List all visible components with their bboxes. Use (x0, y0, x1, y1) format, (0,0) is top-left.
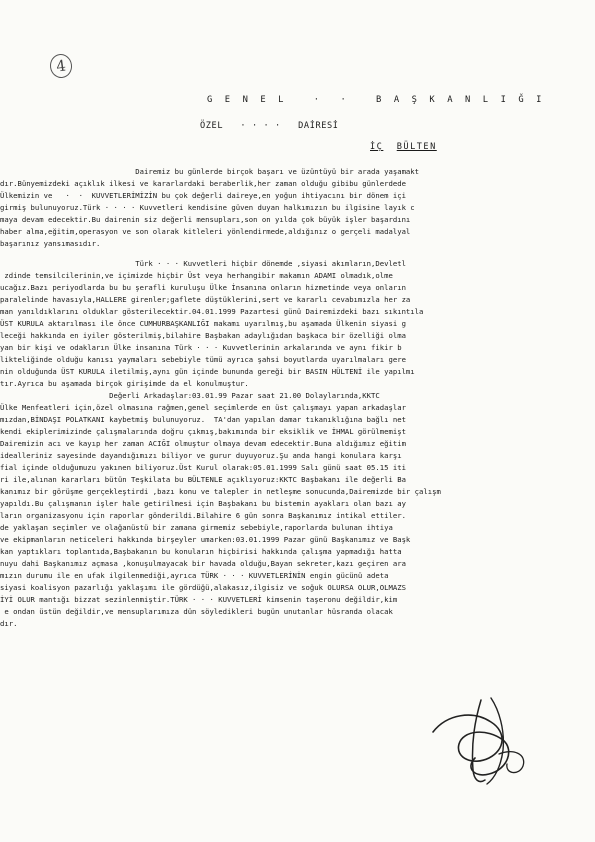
bulletin-line: leceği hakkında en iyiler gösterilmiş,bilahire Başbakan adaylığıdan başkaca bir özelliği olma (0, 331, 406, 340)
bulletin-line: paralelinde havasıyla,HALLERE girenler;gaflete düştüklerini,sert ve kararlı cevabımızla her za (0, 295, 411, 304)
bulletin-line: man yanıldıklarını olduklar gösterilecektir.04.01.1999 Pazartesi günü Dairemizdeki bazı sıkıntıla (0, 307, 424, 316)
header-bulletin-prefix: İÇ (370, 142, 384, 152)
bulletin-line (0, 250, 595, 258)
bulletin-line: zdinde temsilcilerinin,ve içimizde hiçbir Üst veya herhangibir makamın ADAMI olmadık,olme (0, 271, 393, 280)
bulletin-line: Ülkemizin ve · · KUVVETLERİMİZİN bu çok değerli daireye,en yoğun ihtiyacını bir dönem içi (0, 191, 406, 200)
bulletin-line: yan bir kişi ve odakların Ülke insanına Türk · · · Kuvvetlerinin arkalarında ve aynı fikir b (0, 343, 402, 352)
bulletin-line: fial içinde olduğumuzu yakınen biliyoruz.Üst Kurul olarak:05.01.1999 Salı günü saat 05.15 iti (0, 463, 406, 472)
header-directorate: G E N E L · · B A Ş K A N L I Ğ I (207, 95, 546, 105)
bulletin-line: likteliğinde olduğu kanısı yaymaları sebebiyle tümü ayrıca şahsi boyutlarda uyarılmaları gere (0, 355, 406, 364)
bulletin-line: ri ile,alınan kararları bütün Teşkilata bu BÜLTENLE açıklıyoruz:KKTC Başbakanı ile değerli Ba (0, 475, 406, 484)
bulletin-line: ların organizasyonu için raporlar gönderildi.Bilahire 6 gün sonra Başkanımız intikal ettiler. (0, 511, 406, 520)
bulletin-line: idealleriniz sayesinde dayandığımızı biliyor ve gurur duyuyoruz.Şu anda hangi konulara karşı (0, 451, 402, 460)
bulletin-line: nuyu dahi Başkanımız açmasa ,konuşulmayacak bir havada olduğu,Bayan sekreter,kazı geçiren ara (0, 559, 406, 568)
header-department: ÖZEL · · · · DAİRESİ (200, 121, 339, 131)
handwritten-signature (395, 670, 565, 790)
bulletin-line: İYİ OLUR mantığı bizzat sezinlenmiştir.TÜRK · · · KUVVETLERİ kimsenin taşeronu değildir,kim (0, 595, 398, 604)
bulletin-line: Türk · · · Kuvvetleri hiçbir dönemde ,siyasi akımların,Devletl (0, 259, 406, 268)
bulletin-line: Dairemizin acı ve kayıp her zaman ACIĞI olmuştur olmaya devam edecektir.Buna aldığımız eğitim (0, 439, 406, 448)
bulletin-line: tır.Ayrıca bu aşamada birçok girişimde da el konulmuştur. (0, 379, 249, 388)
bulletin-line: Ülke Menfeatleri için,özel olmasına rağmen,genel seçimlerde en üst çalışmayı yapan arkadaşlar (0, 403, 406, 412)
bulletin-line: dır. (0, 619, 18, 628)
bulletin-line: ucağız.Bazı periyodlarda bu bu şerafli kuruluşu Ülke İnsanına onların hizmetinde veya onların (0, 283, 406, 292)
bulletin-line: siyasi koalisyon pazarlığı yaklaşımı ile gördüğü,alakasız,ilgisiz ve soğuk OLURSA OLUR,OLMAZS (0, 583, 406, 592)
header-bulletin (370, 142, 437, 152)
bulletin-line: e ondan üstün değildir,ve mensuplarımıza dün söyledikleri bugün unutanlar hüsranda olacak (0, 607, 393, 616)
page-number: 4 (48, 53, 73, 80)
bulletin-line: yapıldı.Bu çalışmanın işler hale getirilmesi için Başbakanı bu bistemin ayakları olan bazı ay (0, 499, 406, 508)
bulletin-line: mızdan,BİNDAŞI POLATKANI kaybetmiş bulunuyoruz. TA'dan yapılan damar tıkanıklığına bağlı net (0, 415, 406, 424)
bulletin-line: maya devam edecektir.Bu dairenin siz değerli mensupları,son on yılda çok büyük işler başardını (0, 215, 411, 224)
bulletin-body (0, 166, 595, 630)
bulletin-line: başarınız yansımasıdır. (0, 239, 101, 248)
bulletin-line: de yaklaşan seçimler ve olağanüstü bir zamana girmemiz sebebiyle,raporlarda bulunan ihtiya (0, 523, 393, 532)
bulletin-line: ve ekipmanların neticeleri hakkında birşeyler umarken:03.01.1999 Pazar günü Başkanımız ve Başk (0, 535, 411, 544)
bulletin-line: dır.Bünyemizdeki açıklık ilkesi ve kararlardaki beraberlik,her zaman olduğu gibibu günlerdede (0, 179, 406, 188)
bulletin-line: kanımız bir görüşme gerçekleştirdi ,bazı konu ve talepler in netleşme sonucunda,Dairemizde bir çalışm (0, 487, 441, 496)
bulletin-line: nin olduğunda ÜST KURULA iletilmiş,aynı gün içinde bununda gereği bir BASIN HÜLTENİ ile yapılmı (0, 367, 415, 376)
bulletin-line: Değerli Arkadaşlar:03.01.99 Pazar saat 21.00 Dolaylarında,KKTC (0, 391, 380, 400)
bulletin-line: ÜST KURULA aktarılması ile önce CUMHURBAŞKANLIĞI makamı uyarılmış,bu aşamada Ülkenin siyasi g (0, 319, 406, 328)
bulletin-line: Dairemiz bu günlerde birçok başarı ve üzüntüyü bir arada yaşamakt (0, 167, 420, 176)
header-bulletin-word: BÜLTEN (396, 142, 437, 152)
bulletin-line: kendi ekiplerimizinde çalışmalarında doğru çıkmış,bakımında bir eksiklik ve İHMAL görülmemişt (0, 427, 406, 436)
bulletin-line: girmiş bulunuyoruz.Türk · · · · Kuvvetleri kendisine güven duyan halkımızın bu ilgisine layık c (0, 203, 415, 212)
bulletin-line: mızın durumu ile en ufak ilgilenmediği,ayrıca TÜRK · · · KUVVETLERİNİN engin gücünü adeta (0, 571, 389, 580)
bulletin-line: kan yaptıkları toplantıda,Başbakanın bu konuların hiçbirisi hakkında çalışma yapmadığı hatta (0, 547, 402, 556)
bulletin-line: haber alma,eğitim,operasyon ve son olarak kitleleri yönlendirmede,aldığınız o gerçeli madalyal (0, 227, 411, 236)
